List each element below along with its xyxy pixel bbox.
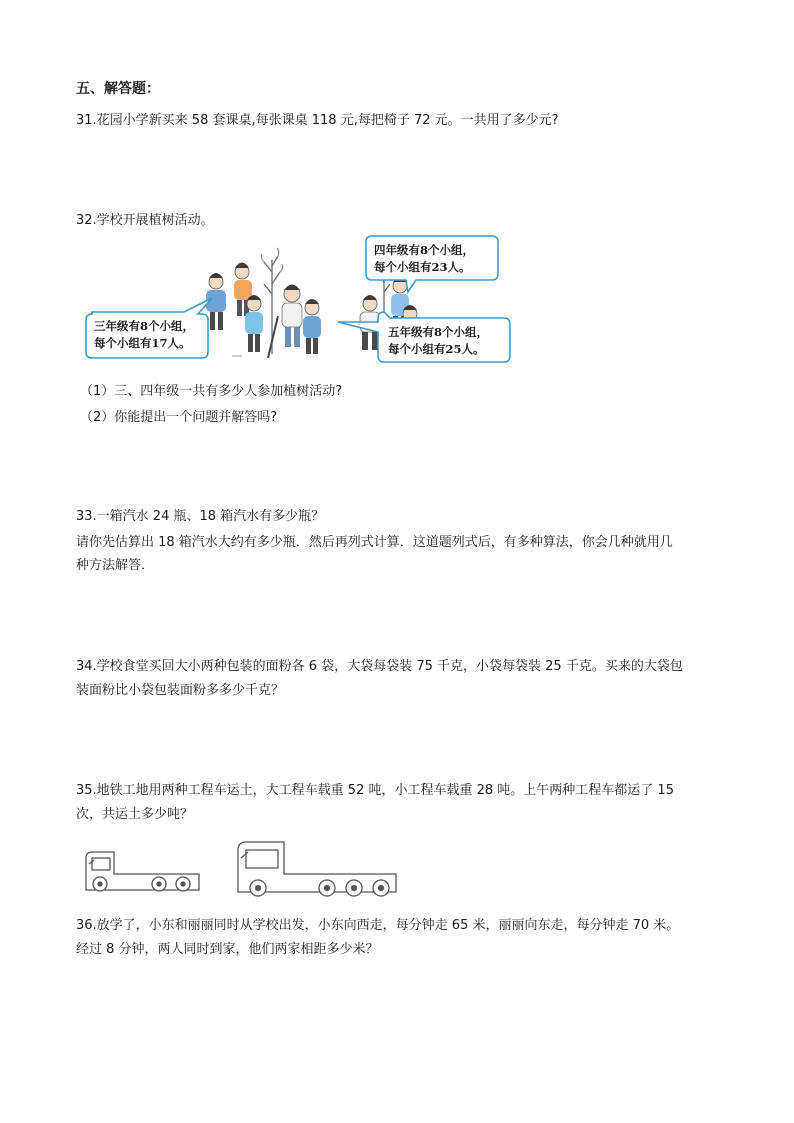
section-title: 五、解答题： bbox=[76, 81, 160, 97]
bubble-g3-line1: 三年级有8个小组， bbox=[94, 319, 195, 333]
child-4 bbox=[268, 285, 302, 359]
question-36-line1: 36.放学了，小东和丽丽同时从学校出发，小东向西走，每分钟走 65 米，丽丽向东走，每分钟走 70 米。 bbox=[76, 918, 680, 933]
bubble-g4-line2: 每个小组有23人。 bbox=[374, 260, 471, 274]
child-5 bbox=[303, 299, 321, 354]
large-truck bbox=[238, 842, 396, 896]
question-32-stem: 32.学校开展植树活动。 bbox=[76, 213, 214, 228]
speech-bubble-grade-4 bbox=[366, 236, 498, 292]
question-31: 31.花园小学新买来 58 套课桌,每张课桌 118 元,每把椅子 72 元。一共用了多少元? bbox=[76, 113, 559, 128]
bubble-g5-line1: 五年级有8个小组， bbox=[388, 325, 489, 339]
question-36-line2: 经过 8 分钟，两人同时到家，他们两家相距多少米？ bbox=[76, 942, 379, 957]
tree-planting-illustration bbox=[82, 232, 514, 372]
trucks-illustration bbox=[80, 836, 400, 898]
question-33-line3: 种方法解答． bbox=[76, 558, 155, 573]
small-truck bbox=[86, 852, 199, 891]
bubble-g4-line1: 四年级有8个小组， bbox=[374, 243, 475, 257]
question-35-line1: 35.地铁工地用两种工程车运土，大工程车载重 52 吨，小工程车载重 28 吨。上午两种工程车都运了 15 bbox=[76, 783, 674, 798]
question-32-sub2: （2）你能提出一个问题并解答吗? bbox=[80, 410, 278, 425]
question-35-line2: 次，共运土多少吨？ bbox=[76, 807, 194, 822]
bubble-g5-line2: 每个小组有25人。 bbox=[388, 342, 485, 356]
child-3 bbox=[245, 295, 263, 352]
bubble-g3-line2: 每个小组有17人。 bbox=[94, 336, 191, 350]
question-32-sub1: （1）三、四年级一共有多少人参加植树活动? bbox=[80, 384, 343, 399]
speech-bubble-grade-3 bbox=[86, 298, 212, 358]
question-33-line1: 33.一箱汽水 24 瓶、18 箱汽水有多少瓶？ bbox=[76, 509, 325, 524]
question-34-line1: 34.学校食堂买回大小两种包装的面粉各 6 袋，大袋每袋装 75 千克，小袋每袋装 25 千克。买来的大袋包 bbox=[76, 659, 683, 674]
question-34-line2: 装面粉比小袋包装面粉多多少千克？ bbox=[76, 683, 285, 698]
question-33-line2: 请你先估算出 18 箱汽水大约有多少瓶．然后再列式计算．这道题列式后，有多种算法，你会几种就用几 bbox=[76, 535, 673, 550]
